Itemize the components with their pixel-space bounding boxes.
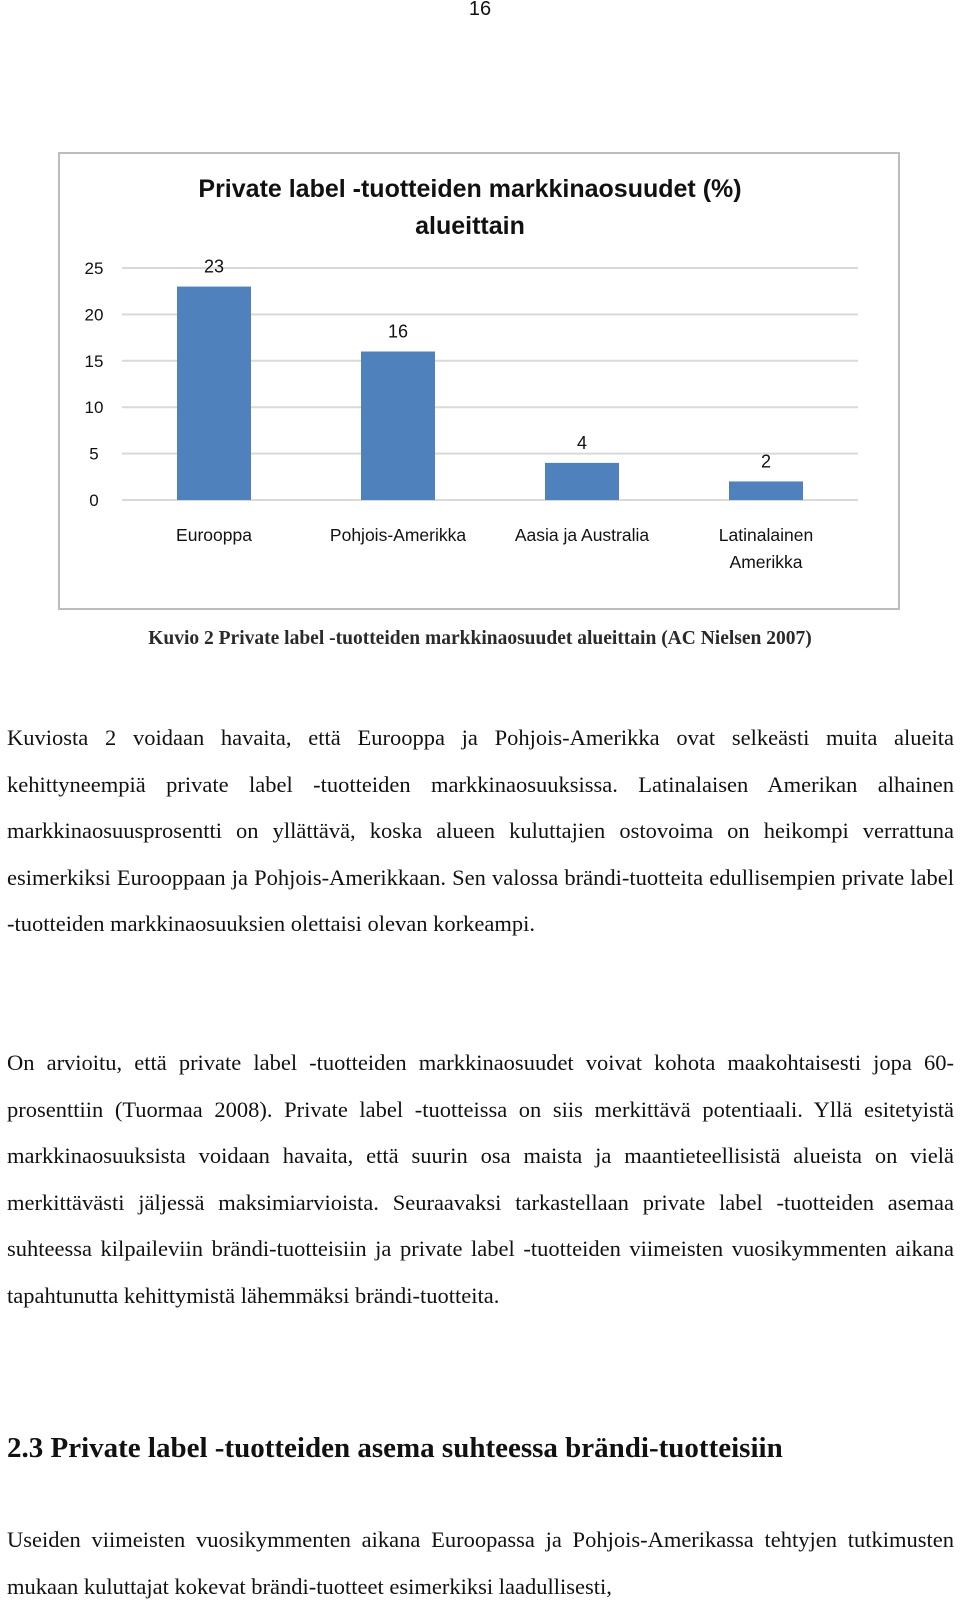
x-tick-label: Latinalainen xyxy=(718,525,814,545)
section-heading: 2.3 Private label -tuotteiden asema suhteessa brändi-tuotteisiin xyxy=(7,1432,783,1464)
bar-chart-canvas xyxy=(60,154,898,608)
x-tick-label: Aasia ja Australia xyxy=(514,525,650,545)
data-label: 2 xyxy=(760,451,772,472)
y-tick-label: 10 xyxy=(84,398,104,418)
y-tick-label: 15 xyxy=(84,351,104,371)
body-paragraph-2: On arvioitu, että private label -tuotteiden markkinaosuudet voivat kohota maakohtaisesti jopa 60-prosenttiin (Tuormaa 2008). Private label -tuotteissa on siis merkittävä potentiaali. Yllä esitetyistä markkinaosuuksista voidaan havaita, että suurin osa maista ja maantieteellisistä alueista on vielä merkittävästi jäljessä maksimiarvioista. Seuraavaksi tarkastellaan private label -tuotteiden asemaa suhteessa kilpaileviin brändi-tuotteisiin ja private label -tuotteiden viimeisten vuosikymmenten aikana tapahtunutta kehittymistä lähemmäksi brändi-tuotteita. xyxy=(7,1050,954,1308)
body-paragraph-3: Useiden viimeisten vuosikymmenten aikana Euroopassa ja Pohjois-Amerikassa tehtyjen tutkimusten mukaan kuluttajat kokevat brändi-tuotteet esimerkiksi laadullisesti, xyxy=(7,1527,954,1599)
data-label: 4 xyxy=(576,432,588,453)
bar xyxy=(177,287,251,500)
y-tick-label: 0 xyxy=(89,491,99,510)
y-tick-label: 5 xyxy=(89,444,99,464)
x-tick-label: Eurooppa xyxy=(176,525,252,545)
bar xyxy=(729,481,803,500)
figure-caption: Kuvio 2 Private label -tuotteiden markkinaosuudet alueittain (AC Nielsen 2007) xyxy=(148,628,812,649)
y-tick-label: 20 xyxy=(84,305,104,325)
body-paragraph-1: Kuviosta 2 voidaan havaita, että Eurooppa ja Pohjois-Amerikka ovat selkeästi muita alueita kehittyneempiä private label -tuotteiden markkinaosuuksissa. Latinalaisen Amerikan alhainen markkinaosuusprosentti on yllättävä, koska alueen kuluttajien ostovoima on heikompi verrattuna esimerkiksi Eurooppaan ja Pohjois-Amerikkaan. Sen valossa brändi-tuotteita edullisempien private label -tuotteiden markkinaosuuksien olettaisi olevan korkeampi. xyxy=(7,725,954,937)
bar xyxy=(361,352,435,500)
y-tick-label: 25 xyxy=(84,259,104,278)
data-label: 23 xyxy=(203,256,225,277)
chart-title-line: alueittain xyxy=(415,212,525,240)
x-tick-label: Amerikka xyxy=(729,552,803,572)
bar-chart xyxy=(58,152,900,610)
bar xyxy=(545,463,619,500)
x-tick-label: Pohjois-Amerikka xyxy=(329,525,467,545)
page-number: 16 xyxy=(468,0,492,20)
chart-title-line: Private label -tuotteiden markkinaosuudet (%) xyxy=(198,175,742,203)
data-label: 16 xyxy=(387,321,409,342)
